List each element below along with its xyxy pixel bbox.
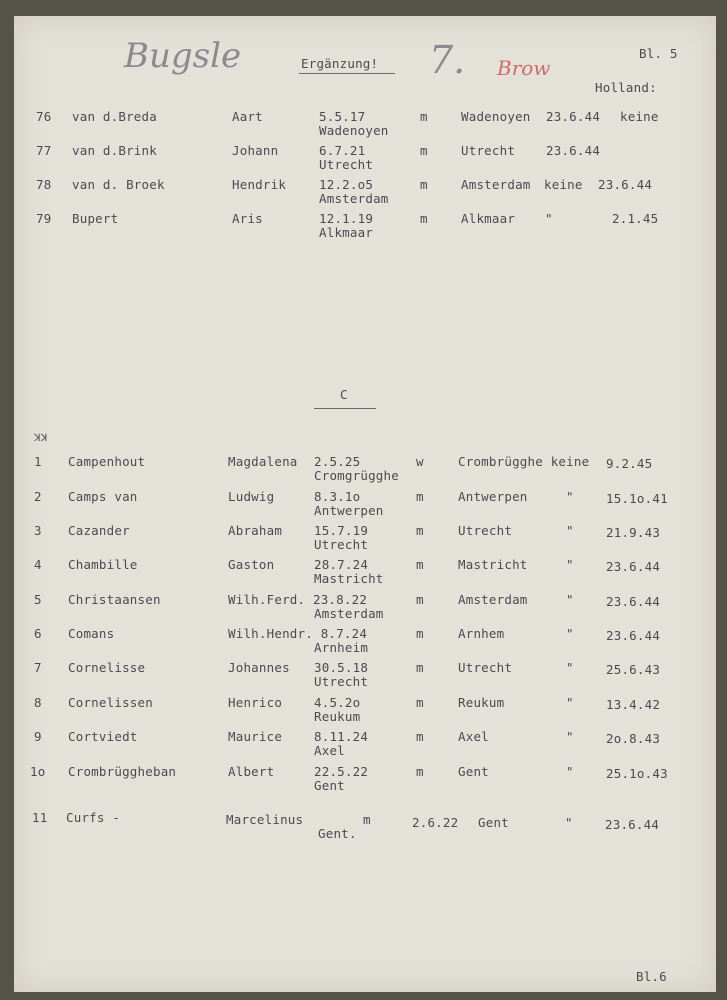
first-name: Marcelinus xyxy=(226,812,304,827)
first-name: Gaston xyxy=(228,557,275,572)
first-name: Maurice xyxy=(228,729,283,744)
row-number: 3 xyxy=(34,523,42,538)
handwritten-number: 7. xyxy=(429,38,466,82)
place: Gent xyxy=(478,815,509,830)
birth-date: 4.5.2o xyxy=(314,695,361,710)
birth-place: Alkmaar xyxy=(319,225,374,240)
row-number: 1 xyxy=(34,454,42,469)
sex: m xyxy=(416,729,424,744)
sex: m xyxy=(420,211,428,226)
first-name: Aris xyxy=(232,211,263,226)
handwritten-name: Bugsle xyxy=(124,36,242,76)
sex: m xyxy=(363,812,371,827)
row-number: 7 xyxy=(34,660,42,675)
ditto-mark: " xyxy=(566,729,574,744)
birth-date: 12.2.o5 xyxy=(319,177,374,192)
surname: Bupert xyxy=(72,211,119,226)
surname: van d.Brink xyxy=(72,143,157,158)
first-name: Wilh.Hendr. 8.7.24 xyxy=(228,626,368,641)
sex: m xyxy=(416,489,424,504)
birth-place: Gent. xyxy=(318,826,357,841)
sex: m xyxy=(416,695,424,710)
row-number: 8 xyxy=(34,695,42,710)
row-number: 77 xyxy=(36,143,52,158)
sex: m xyxy=(416,764,424,779)
date: 25.1o.43 xyxy=(606,766,668,781)
date-2: 23.6.44 xyxy=(598,177,653,192)
surname: Cornelissen xyxy=(68,695,153,710)
place: Wadenoyen xyxy=(461,109,531,124)
section-mark: ꓘꓘ xyxy=(34,433,48,444)
row-number: 9 xyxy=(34,729,42,744)
surname: Cortviedt xyxy=(68,729,138,744)
birth-date: 2.6.22 xyxy=(412,815,459,830)
row-number: 11 xyxy=(32,810,48,825)
birth-place: Cromgrügghe xyxy=(314,468,399,483)
birth-date: 15.7.19 xyxy=(314,523,369,538)
ditto-mark: " xyxy=(566,557,574,572)
first-name: Johannes xyxy=(228,660,290,675)
first-name: Johann xyxy=(232,143,279,158)
place: Utrecht xyxy=(458,660,513,675)
place: Crombrügghe keine xyxy=(458,454,590,469)
birth-place: Reukum xyxy=(314,709,361,724)
document-page xyxy=(14,16,716,992)
row-number: 1o xyxy=(30,764,46,779)
row-number: 4 xyxy=(34,557,42,572)
ditto-mark: " xyxy=(565,815,573,830)
section-letter: C xyxy=(340,387,348,402)
birth-date: 30.5.18 xyxy=(314,660,369,675)
sex: m xyxy=(420,177,428,192)
date-1: 23.6.44 xyxy=(546,109,601,124)
place: Antwerpen xyxy=(458,489,528,504)
sheet-number: Bl. 5 xyxy=(639,46,678,61)
ditto-mark: " xyxy=(566,489,574,504)
sex: m xyxy=(416,626,424,641)
birth-place: Utrecht xyxy=(314,537,369,552)
birth-date: 8.11.24 xyxy=(314,729,369,744)
surname: Cazander xyxy=(68,523,130,538)
surname: van d.Breda xyxy=(72,109,157,124)
first-name: Hendrik xyxy=(232,177,287,192)
ditto-mark: " xyxy=(566,695,574,710)
date: 25.6.43 xyxy=(606,662,661,677)
row-number: 6 xyxy=(34,626,42,641)
sex: w xyxy=(416,454,424,469)
surname: Comans xyxy=(68,626,115,641)
birth-place: Axel xyxy=(314,743,345,758)
first-name: Aart xyxy=(232,109,263,124)
surname: Crombrüggheban xyxy=(68,764,177,779)
surname: van d. Broek xyxy=(72,177,165,192)
date-2: keine xyxy=(620,109,659,124)
birth-date: 12.1.19 xyxy=(319,211,374,226)
row-number: 5 xyxy=(34,592,42,607)
ditto-mark: " xyxy=(566,592,574,607)
birth-place: Antwerpen xyxy=(314,503,384,518)
date-1: " xyxy=(545,211,553,226)
date: 2o.8.43 xyxy=(606,731,661,746)
surname: Campenhout xyxy=(68,454,146,469)
birth-date: 28.7.24 xyxy=(314,557,369,572)
date: 9.2.45 xyxy=(606,456,653,471)
place: Alkmaar xyxy=(461,211,516,226)
date-1: 23.6.44 xyxy=(546,143,601,158)
next-sheet-number: Bl.6 xyxy=(636,969,667,984)
sex: m xyxy=(420,143,428,158)
date: 23.6.44 xyxy=(606,628,661,643)
ditto-mark: " xyxy=(566,523,574,538)
date: 21.9.43 xyxy=(606,525,661,540)
birth-date: 5.5.17 xyxy=(319,109,366,124)
place: Mastricht xyxy=(458,557,528,572)
surname: Curfs - xyxy=(66,810,121,825)
row-number: 78 xyxy=(36,177,52,192)
sex: m xyxy=(420,109,428,124)
ditto-mark: " xyxy=(566,764,574,779)
surname: Camps van xyxy=(68,489,138,504)
place: Arnhem xyxy=(458,626,505,641)
title-underline xyxy=(299,73,395,74)
birth-place: Utrecht xyxy=(314,674,369,689)
first-name: Wilh.Ferd. 23.8.22 xyxy=(228,592,368,607)
birth-place: Gent xyxy=(314,778,345,793)
birth-date: 8.3.1o xyxy=(314,489,361,504)
surname: Christaansen xyxy=(68,592,161,607)
birth-place: Mastricht xyxy=(314,571,384,586)
birth-date: 6.7.21 xyxy=(319,143,366,158)
birth-place: Utrecht xyxy=(319,157,374,172)
place: Reukum xyxy=(458,695,505,710)
sex: m xyxy=(416,523,424,538)
sex: m xyxy=(416,660,424,675)
place: Utrecht xyxy=(461,143,516,158)
surname: Chambille xyxy=(68,557,138,572)
place: Axel xyxy=(458,729,489,744)
row-number: 79 xyxy=(36,211,52,226)
page-title: Ergänzung! xyxy=(301,56,379,71)
sex: m xyxy=(416,592,424,607)
date: 13.4.42 xyxy=(606,697,661,712)
place: Utrecht xyxy=(458,523,513,538)
first-name: Albert xyxy=(228,764,275,779)
birth-place: Amsterdam xyxy=(319,191,389,206)
section-underline xyxy=(314,408,376,409)
region-label: Holland: xyxy=(595,80,657,95)
row-number: 76 xyxy=(36,109,52,124)
date-2: 2.1.45 xyxy=(612,211,659,226)
red-pencil-mark: Brow xyxy=(497,56,551,80)
birth-date: 22.5.22 xyxy=(314,764,369,779)
ditto-mark: " xyxy=(566,660,574,675)
first-name: Henrico xyxy=(228,695,283,710)
first-name: Ludwig xyxy=(228,489,275,504)
date: 23.6.44 xyxy=(605,817,660,832)
date: 15.1o.41 xyxy=(606,491,668,506)
row-number: 2 xyxy=(34,489,42,504)
date: 23.6.44 xyxy=(606,559,661,574)
ditto-mark: " xyxy=(566,626,574,641)
date-1: keine xyxy=(544,177,583,192)
birth-place: Arnheim xyxy=(314,640,369,655)
birth-date: 2.5.25 xyxy=(314,454,361,469)
birth-place: Amsterdam xyxy=(314,606,384,621)
place: Amsterdam xyxy=(461,177,531,192)
first-name: Magdalena xyxy=(228,454,298,469)
place: Gent xyxy=(458,764,489,779)
first-name: Abraham xyxy=(228,523,283,538)
place: Amsterdam xyxy=(458,592,528,607)
sex: m xyxy=(416,557,424,572)
birth-place: Wadenoyen xyxy=(319,123,389,138)
surname: Cornelisse xyxy=(68,660,146,675)
date: 23.6.44 xyxy=(606,594,661,609)
